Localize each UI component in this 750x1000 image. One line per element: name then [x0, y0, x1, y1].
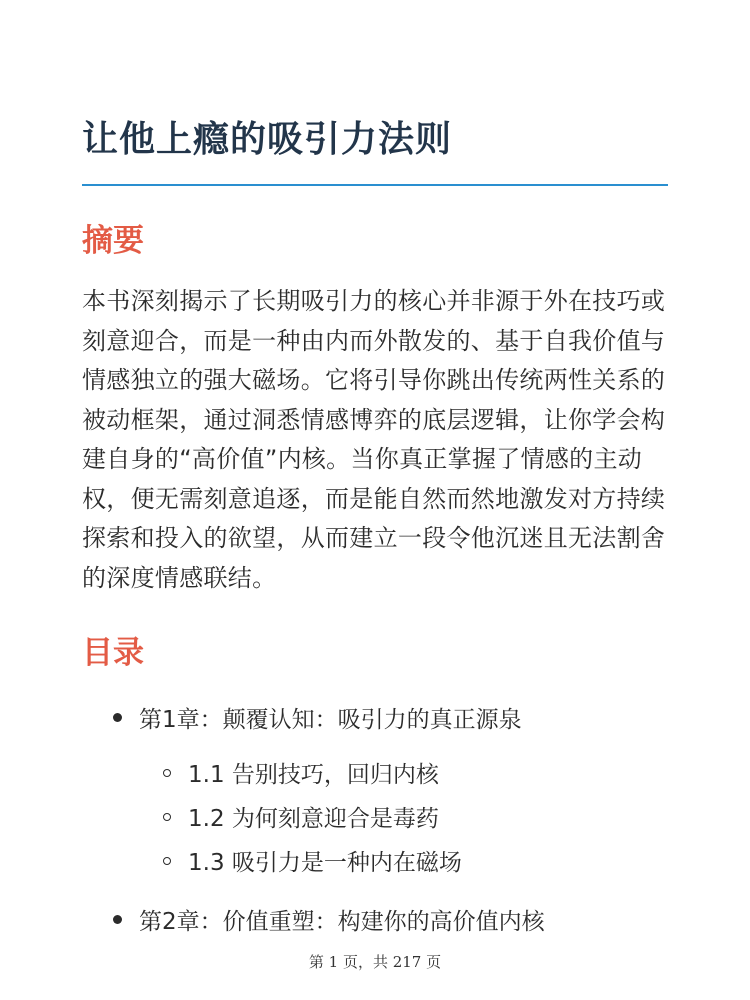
bullet-circle-icon: [163, 813, 171, 821]
toc-item-section-1-3[interactable]: [163, 844, 462, 877]
toc-item-label: 第2章：价值重塑：构建你的高价值内核: [139, 909, 545, 935]
toc-item-section-1-2[interactable]: [163, 800, 439, 833]
page-number-footer: 第 1 页，共 217 页: [308, 953, 442, 971]
bullet-disc-icon: [113, 915, 122, 924]
bullet-circle-icon: [163, 769, 171, 777]
toc-item-chapter-1[interactable]: [113, 701, 522, 734]
bullet-disc-icon: [113, 713, 122, 722]
abstract-paragraph: 本书深刻揭示了长期吸引力的核心并非源于外在技巧或刻意迎合，而是一种由内而外散发的、基于自我价值与情感独立的强大磁场。它将引导你跳出传统两性关系的被动框架，通过洞悉情感博弈的底层逻辑，让你学会构建自身的“高价值”内核。当你真正掌握了情感的主动权，便无需刻意追逐，而是能自然而然地激发对方持续探索和投入的欲望，从而建立一段令他沉迷且无法割舍的深度情感联结。: [82, 287, 666, 592]
document-title: 让他上瘾的吸引力法则: [82, 119, 453, 160]
toc-item-label: 1.1 告别技巧，回归内核: [188, 762, 439, 788]
toc-item-section-1-1[interactable]: [163, 756, 439, 789]
toc-item-chapter-2[interactable]: [113, 903, 545, 936]
toc-heading: 目录: [82, 635, 144, 671]
toc-item-label: 1.3 吸引力是一种内在磁场: [188, 850, 462, 876]
bullet-circle-icon: [163, 857, 171, 865]
toc-item-label: 第1章：颠覆认知：吸引力的真正源泉: [139, 707, 522, 733]
toc-item-label: 1.2 为何刻意迎合是毒药: [188, 806, 439, 832]
title-divider: [82, 184, 668, 186]
abstract-heading: 摘要: [82, 223, 144, 259]
